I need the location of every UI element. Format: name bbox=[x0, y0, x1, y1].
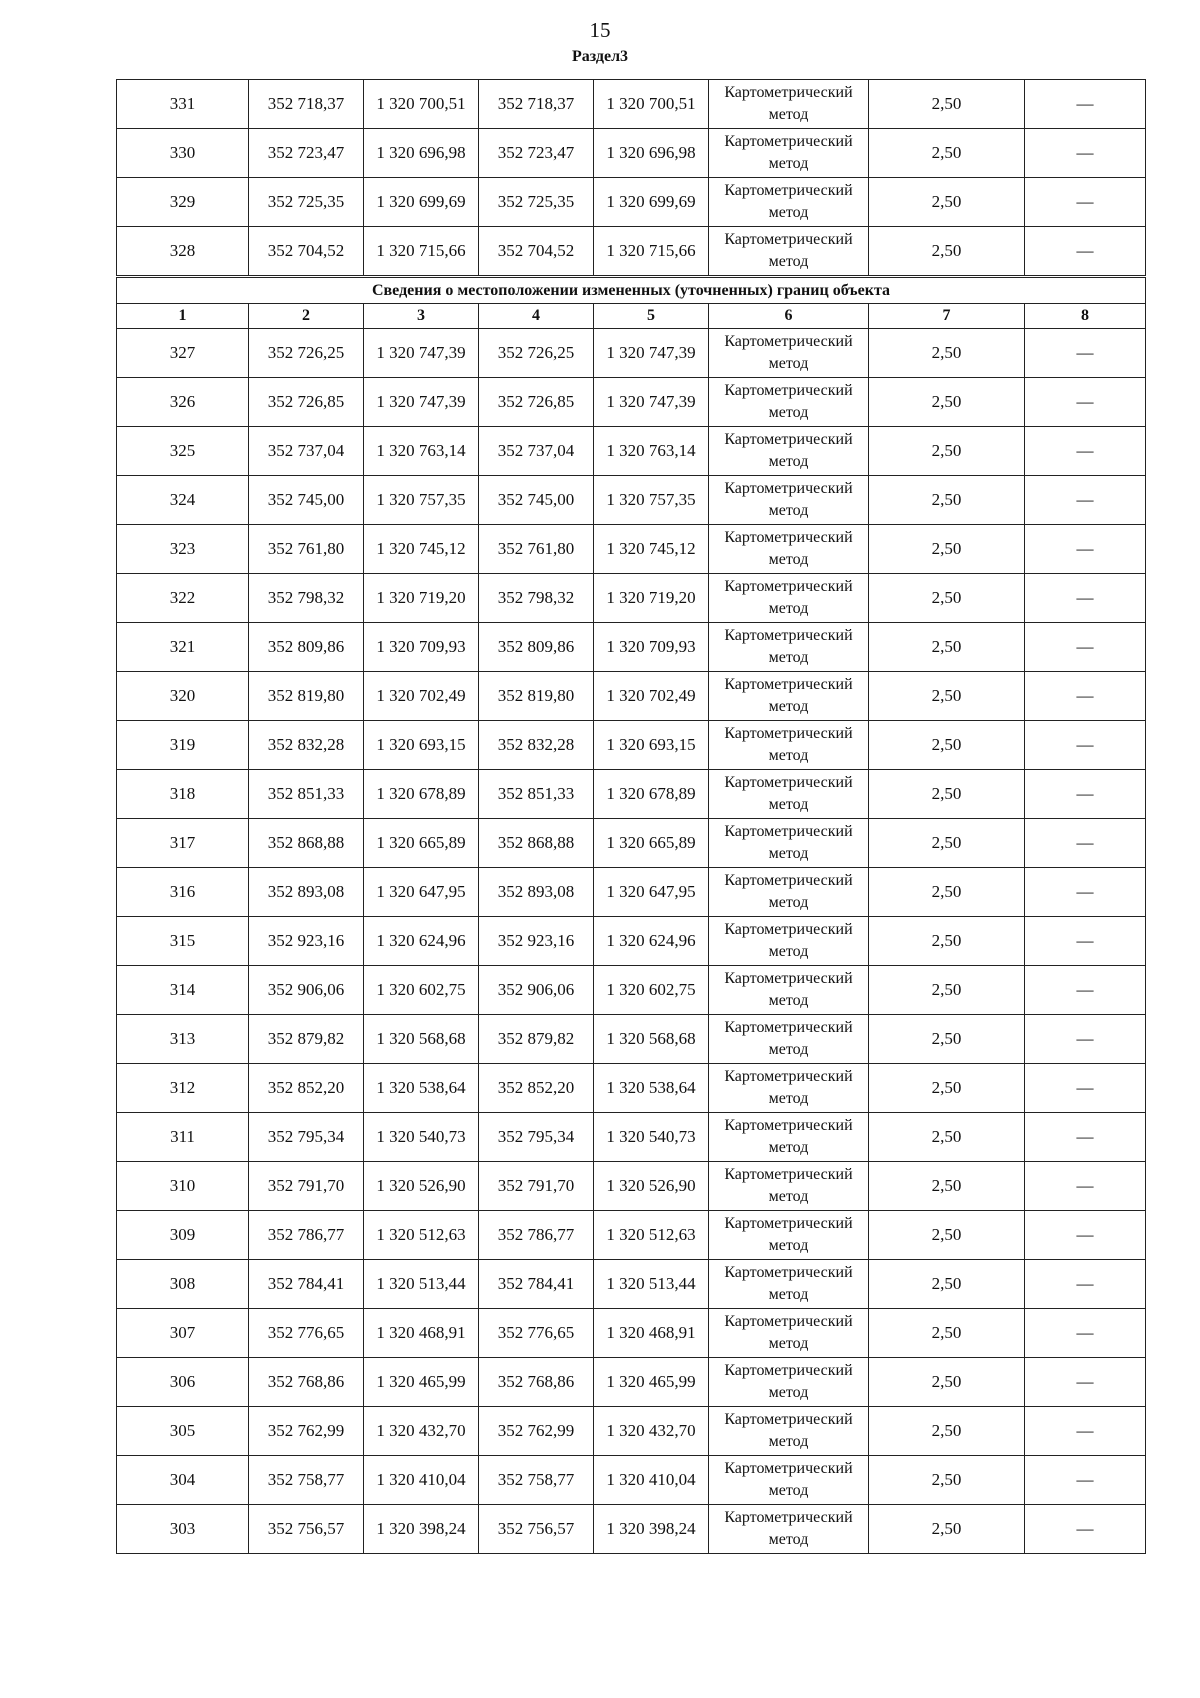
accuracy-cell: 2,50 bbox=[869, 1211, 1025, 1260]
point-description-cell: — bbox=[1025, 1358, 1146, 1407]
determination-method-cell: Картометрический метод bbox=[709, 1211, 869, 1260]
y-coordinate-existing-cell: 1 320 398,24 bbox=[364, 1505, 479, 1554]
point-description-cell: — bbox=[1025, 721, 1146, 770]
x-coordinate-existing-cell: 352 879,82 bbox=[249, 1015, 364, 1064]
point-description-cell: — bbox=[1025, 1505, 1146, 1554]
determination-method-cell: Картометрический метод bbox=[709, 227, 869, 277]
table-row bbox=[117, 1162, 1146, 1211]
table-row bbox=[117, 1064, 1146, 1113]
x-coordinate-refined-cell: 352 725,35 bbox=[479, 178, 594, 227]
column-header: 1 bbox=[117, 304, 249, 329]
x-coordinate-existing-cell: 352 776,65 bbox=[249, 1309, 364, 1358]
x-coordinate-refined-cell: 352 704,52 bbox=[479, 227, 594, 277]
x-coordinate-existing-cell: 352 893,08 bbox=[249, 868, 364, 917]
table-row bbox=[117, 770, 1146, 819]
y-coordinate-refined-cell: 1 320 763,14 bbox=[594, 427, 709, 476]
point-description-cell: — bbox=[1025, 1211, 1146, 1260]
determination-method-cell: Картометрический метод bbox=[709, 1260, 869, 1309]
accuracy-cell: 2,50 bbox=[869, 1113, 1025, 1162]
point-description-cell: — bbox=[1025, 770, 1146, 819]
y-coordinate-refined-cell: 1 320 624,96 bbox=[594, 917, 709, 966]
point-description-cell: — bbox=[1025, 868, 1146, 917]
x-coordinate-refined-cell: 352 768,86 bbox=[479, 1358, 594, 1407]
point-number-cell: 326 bbox=[117, 378, 249, 427]
accuracy-cell: 2,50 bbox=[869, 1358, 1025, 1407]
y-coordinate-existing-cell: 1 320 745,12 bbox=[364, 525, 479, 574]
y-coordinate-refined-cell: 1 320 745,12 bbox=[594, 525, 709, 574]
x-coordinate-existing-cell: 352 868,88 bbox=[249, 819, 364, 868]
y-coordinate-refined-cell: 1 320 693,15 bbox=[594, 721, 709, 770]
y-coordinate-existing-cell: 1 320 468,91 bbox=[364, 1309, 479, 1358]
point-description-cell: — bbox=[1025, 80, 1146, 129]
table-row bbox=[117, 1407, 1146, 1456]
determination-method-cell: Картометрический метод bbox=[709, 721, 869, 770]
point-number-cell: 304 bbox=[117, 1456, 249, 1505]
x-coordinate-existing-cell: 352 737,04 bbox=[249, 427, 364, 476]
y-coordinate-refined-cell: 1 320 568,68 bbox=[594, 1015, 709, 1064]
y-coordinate-refined-cell: 1 320 700,51 bbox=[594, 80, 709, 129]
y-coordinate-refined-cell: 1 320 602,75 bbox=[594, 966, 709, 1015]
accuracy-cell: 2,50 bbox=[869, 129, 1025, 178]
accuracy-cell: 2,50 bbox=[869, 1015, 1025, 1064]
accuracy-cell: 2,50 bbox=[869, 1505, 1025, 1554]
y-coordinate-refined-cell: 1 320 538,64 bbox=[594, 1064, 709, 1113]
y-coordinate-existing-cell: 1 320 465,99 bbox=[364, 1358, 479, 1407]
determination-method-cell: Картометрический метод bbox=[709, 178, 869, 227]
accuracy-cell: 2,50 bbox=[869, 966, 1025, 1015]
y-coordinate-refined-cell: 1 320 757,35 bbox=[594, 476, 709, 525]
x-coordinate-refined-cell: 352 776,65 bbox=[479, 1309, 594, 1358]
x-coordinate-existing-cell: 352 745,00 bbox=[249, 476, 364, 525]
y-coordinate-existing-cell: 1 320 763,14 bbox=[364, 427, 479, 476]
determination-method-cell: Картометрический метод bbox=[709, 1456, 869, 1505]
point-number-cell: 331 bbox=[117, 80, 249, 129]
point-number-cell: 328 bbox=[117, 227, 249, 277]
y-coordinate-refined-cell: 1 320 719,20 bbox=[594, 574, 709, 623]
rows-after-caption bbox=[117, 329, 1146, 1554]
determination-method-cell: Картометрический метод bbox=[709, 378, 869, 427]
y-coordinate-refined-cell: 1 320 702,49 bbox=[594, 672, 709, 721]
determination-method-cell: Картометрический метод bbox=[709, 329, 869, 378]
x-coordinate-refined-cell: 352 786,77 bbox=[479, 1211, 594, 1260]
y-coordinate-refined-cell: 1 320 709,93 bbox=[594, 623, 709, 672]
point-number-cell: 321 bbox=[117, 623, 249, 672]
point-number-cell: 309 bbox=[117, 1211, 249, 1260]
determination-method-cell: Картометрический метод bbox=[709, 574, 869, 623]
accuracy-cell: 2,50 bbox=[869, 525, 1025, 574]
section-caption: Сведения о местоположении измененных (уточненных) границ объекта bbox=[117, 277, 1146, 304]
y-coordinate-refined-cell: 1 320 512,63 bbox=[594, 1211, 709, 1260]
x-coordinate-refined-cell: 352 756,57 bbox=[479, 1505, 594, 1554]
x-coordinate-refined-cell: 352 758,77 bbox=[479, 1456, 594, 1505]
point-description-cell: — bbox=[1025, 966, 1146, 1015]
table-row bbox=[117, 574, 1146, 623]
table-row bbox=[117, 1211, 1146, 1260]
determination-method-cell: Картометрический метод bbox=[709, 917, 869, 966]
accuracy-cell: 2,50 bbox=[869, 574, 1025, 623]
accuracy-cell: 2,50 bbox=[869, 427, 1025, 476]
table-row bbox=[117, 672, 1146, 721]
point-description-cell: — bbox=[1025, 672, 1146, 721]
table-row bbox=[117, 378, 1146, 427]
point-description-cell: — bbox=[1025, 178, 1146, 227]
point-description-cell: — bbox=[1025, 1260, 1146, 1309]
accuracy-cell: 2,50 bbox=[869, 623, 1025, 672]
point-description-cell: — bbox=[1025, 129, 1146, 178]
table-row bbox=[117, 80, 1146, 129]
column-header: 2 bbox=[249, 304, 364, 329]
y-coordinate-existing-cell: 1 320 699,69 bbox=[364, 178, 479, 227]
y-coordinate-refined-cell: 1 320 513,44 bbox=[594, 1260, 709, 1309]
y-coordinate-refined-cell: 1 320 465,99 bbox=[594, 1358, 709, 1407]
point-number-cell: 311 bbox=[117, 1113, 249, 1162]
determination-method-cell: Картометрический метод bbox=[709, 770, 869, 819]
rows-before-caption bbox=[117, 80, 1146, 277]
y-coordinate-refined-cell: 1 320 468,91 bbox=[594, 1309, 709, 1358]
y-coordinate-refined-cell: 1 320 678,89 bbox=[594, 770, 709, 819]
x-coordinate-refined-cell: 352 851,33 bbox=[479, 770, 594, 819]
accuracy-cell: 2,50 bbox=[869, 80, 1025, 129]
determination-method-cell: Картометрический метод bbox=[709, 1358, 869, 1407]
y-coordinate-existing-cell: 1 320 747,39 bbox=[364, 378, 479, 427]
point-number-cell: 305 bbox=[117, 1407, 249, 1456]
section-caption-row bbox=[117, 277, 1146, 304]
y-coordinate-refined-cell: 1 320 410,04 bbox=[594, 1456, 709, 1505]
point-number-cell: 310 bbox=[117, 1162, 249, 1211]
y-coordinate-existing-cell: 1 320 568,68 bbox=[364, 1015, 479, 1064]
point-number-cell: 315 bbox=[117, 917, 249, 966]
table-row bbox=[117, 623, 1146, 672]
y-coordinate-existing-cell: 1 320 693,15 bbox=[364, 721, 479, 770]
point-description-cell: — bbox=[1025, 427, 1146, 476]
point-description-cell: — bbox=[1025, 1162, 1146, 1211]
point-number-cell: 303 bbox=[117, 1505, 249, 1554]
point-description-cell: — bbox=[1025, 1456, 1146, 1505]
point-number-cell: 322 bbox=[117, 574, 249, 623]
x-coordinate-existing-cell: 352 852,20 bbox=[249, 1064, 364, 1113]
point-description-cell: — bbox=[1025, 378, 1146, 427]
y-coordinate-existing-cell: 1 320 540,73 bbox=[364, 1113, 479, 1162]
y-coordinate-existing-cell: 1 320 678,89 bbox=[364, 770, 479, 819]
x-coordinate-existing-cell: 352 768,86 bbox=[249, 1358, 364, 1407]
point-description-cell: — bbox=[1025, 476, 1146, 525]
point-description-cell: — bbox=[1025, 1309, 1146, 1358]
point-number-cell: 314 bbox=[117, 966, 249, 1015]
y-coordinate-refined-cell: 1 320 696,98 bbox=[594, 129, 709, 178]
y-coordinate-existing-cell: 1 320 512,63 bbox=[364, 1211, 479, 1260]
x-coordinate-refined-cell: 352 718,37 bbox=[479, 80, 594, 129]
y-coordinate-existing-cell: 1 320 757,35 bbox=[364, 476, 479, 525]
table-row bbox=[117, 427, 1146, 476]
determination-method-cell: Картометрический метод bbox=[709, 1309, 869, 1358]
column-header: 8 bbox=[1025, 304, 1146, 329]
accuracy-cell: 2,50 bbox=[869, 819, 1025, 868]
table-row bbox=[117, 1113, 1146, 1162]
boundary-coordinates-table bbox=[116, 79, 1146, 1554]
x-coordinate-existing-cell: 352 809,86 bbox=[249, 623, 364, 672]
table-row bbox=[117, 1456, 1146, 1505]
table-row bbox=[117, 1015, 1146, 1064]
table-row bbox=[117, 227, 1146, 277]
accuracy-cell: 2,50 bbox=[869, 329, 1025, 378]
y-coordinate-refined-cell: 1 320 432,70 bbox=[594, 1407, 709, 1456]
determination-method-cell: Картометрический метод bbox=[709, 966, 869, 1015]
table-row bbox=[117, 129, 1146, 178]
accuracy-cell: 2,50 bbox=[869, 868, 1025, 917]
y-coordinate-existing-cell: 1 320 715,66 bbox=[364, 227, 479, 277]
point-description-cell: — bbox=[1025, 1015, 1146, 1064]
point-description-cell: — bbox=[1025, 1113, 1146, 1162]
determination-method-cell: Картометрический метод bbox=[709, 819, 869, 868]
x-coordinate-existing-cell: 352 786,77 bbox=[249, 1211, 364, 1260]
column-header-row bbox=[117, 304, 1146, 329]
point-number-cell: 327 bbox=[117, 329, 249, 378]
accuracy-cell: 2,50 bbox=[869, 672, 1025, 721]
point-number-cell: 316 bbox=[117, 868, 249, 917]
y-coordinate-refined-cell: 1 320 699,69 bbox=[594, 178, 709, 227]
table-row bbox=[117, 917, 1146, 966]
column-header: 4 bbox=[479, 304, 594, 329]
table-row bbox=[117, 178, 1146, 227]
determination-method-cell: Картометрический метод bbox=[709, 623, 869, 672]
x-coordinate-existing-cell: 352 795,34 bbox=[249, 1113, 364, 1162]
determination-method-cell: Картометрический метод bbox=[709, 525, 869, 574]
column-header: 6 bbox=[709, 304, 869, 329]
x-coordinate-existing-cell: 352 784,41 bbox=[249, 1260, 364, 1309]
y-coordinate-existing-cell: 1 320 700,51 bbox=[364, 80, 479, 129]
x-coordinate-existing-cell: 352 726,85 bbox=[249, 378, 364, 427]
y-coordinate-existing-cell: 1 320 410,04 bbox=[364, 1456, 479, 1505]
x-coordinate-refined-cell: 352 761,80 bbox=[479, 525, 594, 574]
table-row bbox=[117, 1358, 1146, 1407]
table-row bbox=[117, 1505, 1146, 1554]
point-number-cell: 306 bbox=[117, 1358, 249, 1407]
y-coordinate-existing-cell: 1 320 526,90 bbox=[364, 1162, 479, 1211]
y-coordinate-refined-cell: 1 320 647,95 bbox=[594, 868, 709, 917]
point-description-cell: — bbox=[1025, 574, 1146, 623]
y-coordinate-refined-cell: 1 320 398,24 bbox=[594, 1505, 709, 1554]
point-number-cell: 307 bbox=[117, 1309, 249, 1358]
x-coordinate-refined-cell: 352 923,16 bbox=[479, 917, 594, 966]
accuracy-cell: 2,50 bbox=[869, 227, 1025, 277]
x-coordinate-refined-cell: 352 791,70 bbox=[479, 1162, 594, 1211]
point-number-cell: 312 bbox=[117, 1064, 249, 1113]
y-coordinate-refined-cell: 1 320 540,73 bbox=[594, 1113, 709, 1162]
determination-method-cell: Картометрический метод bbox=[709, 672, 869, 721]
point-number-cell: 317 bbox=[117, 819, 249, 868]
determination-method-cell: Картометрический метод bbox=[709, 129, 869, 178]
x-coordinate-refined-cell: 352 868,88 bbox=[479, 819, 594, 868]
point-description-cell: — bbox=[1025, 227, 1146, 277]
determination-method-cell: Картометрический метод bbox=[709, 1015, 869, 1064]
x-coordinate-refined-cell: 352 809,86 bbox=[479, 623, 594, 672]
point-number-cell: 330 bbox=[117, 129, 249, 178]
section-title: Раздел3 bbox=[571, 48, 629, 65]
point-number-cell: 324 bbox=[117, 476, 249, 525]
point-description-cell: — bbox=[1025, 329, 1146, 378]
accuracy-cell: 2,50 bbox=[869, 770, 1025, 819]
x-coordinate-existing-cell: 352 723,47 bbox=[249, 129, 364, 178]
point-description-cell: — bbox=[1025, 1064, 1146, 1113]
x-coordinate-existing-cell: 352 725,35 bbox=[249, 178, 364, 227]
accuracy-cell: 2,50 bbox=[869, 1456, 1025, 1505]
accuracy-cell: 2,50 bbox=[869, 1064, 1025, 1113]
point-description-cell: — bbox=[1025, 623, 1146, 672]
y-coordinate-existing-cell: 1 320 709,93 bbox=[364, 623, 479, 672]
y-coordinate-existing-cell: 1 320 432,70 bbox=[364, 1407, 479, 1456]
point-description-cell: — bbox=[1025, 819, 1146, 868]
x-coordinate-refined-cell: 352 893,08 bbox=[479, 868, 594, 917]
x-coordinate-existing-cell: 352 756,57 bbox=[249, 1505, 364, 1554]
y-coordinate-refined-cell: 1 320 665,89 bbox=[594, 819, 709, 868]
x-coordinate-refined-cell: 352 762,99 bbox=[479, 1407, 594, 1456]
y-coordinate-existing-cell: 1 320 696,98 bbox=[364, 129, 479, 178]
determination-method-cell: Картометрический метод bbox=[709, 1505, 869, 1554]
table-row bbox=[117, 819, 1146, 868]
y-coordinate-existing-cell: 1 320 602,75 bbox=[364, 966, 479, 1015]
y-coordinate-existing-cell: 1 320 747,39 bbox=[364, 329, 479, 378]
y-coordinate-existing-cell: 1 320 538,64 bbox=[364, 1064, 479, 1113]
x-coordinate-existing-cell: 352 819,80 bbox=[249, 672, 364, 721]
page-number: 15 bbox=[589, 18, 611, 42]
point-number-cell: 323 bbox=[117, 525, 249, 574]
x-coordinate-refined-cell: 352 737,04 bbox=[479, 427, 594, 476]
x-coordinate-existing-cell: 352 726,25 bbox=[249, 329, 364, 378]
x-coordinate-existing-cell: 352 798,32 bbox=[249, 574, 364, 623]
determination-method-cell: Картометрический метод bbox=[709, 1064, 869, 1113]
x-coordinate-refined-cell: 352 726,25 bbox=[479, 329, 594, 378]
x-coordinate-refined-cell: 352 745,00 bbox=[479, 476, 594, 525]
accuracy-cell: 2,50 bbox=[869, 721, 1025, 770]
point-description-cell: — bbox=[1025, 525, 1146, 574]
accuracy-cell: 2,50 bbox=[869, 917, 1025, 966]
accuracy-cell: 2,50 bbox=[869, 1309, 1025, 1358]
determination-method-cell: Картометрический метод bbox=[709, 1113, 869, 1162]
y-coordinate-existing-cell: 1 320 513,44 bbox=[364, 1260, 479, 1309]
x-coordinate-existing-cell: 352 758,77 bbox=[249, 1456, 364, 1505]
point-number-cell: 318 bbox=[117, 770, 249, 819]
y-coordinate-existing-cell: 1 320 665,89 bbox=[364, 819, 479, 868]
point-number-cell: 329 bbox=[117, 178, 249, 227]
accuracy-cell: 2,50 bbox=[869, 378, 1025, 427]
determination-method-cell: Картометрический метод bbox=[709, 1407, 869, 1456]
column-header: 3 bbox=[364, 304, 479, 329]
x-coordinate-refined-cell: 352 852,20 bbox=[479, 1064, 594, 1113]
x-coordinate-refined-cell: 352 819,80 bbox=[479, 672, 594, 721]
x-coordinate-existing-cell: 352 704,52 bbox=[249, 227, 364, 277]
accuracy-cell: 2,50 bbox=[869, 178, 1025, 227]
y-coordinate-existing-cell: 1 320 647,95 bbox=[364, 868, 479, 917]
x-coordinate-refined-cell: 352 795,34 bbox=[479, 1113, 594, 1162]
accuracy-cell: 2,50 bbox=[869, 476, 1025, 525]
x-coordinate-existing-cell: 352 761,80 bbox=[249, 525, 364, 574]
y-coordinate-refined-cell: 1 320 715,66 bbox=[594, 227, 709, 277]
point-number-cell: 319 bbox=[117, 721, 249, 770]
point-number-cell: 320 bbox=[117, 672, 249, 721]
table-row bbox=[117, 1260, 1146, 1309]
x-coordinate-existing-cell: 352 906,06 bbox=[249, 966, 364, 1015]
x-coordinate-existing-cell: 352 791,70 bbox=[249, 1162, 364, 1211]
x-coordinate-refined-cell: 352 798,32 bbox=[479, 574, 594, 623]
y-coordinate-existing-cell: 1 320 624,96 bbox=[364, 917, 479, 966]
table-row bbox=[117, 966, 1146, 1015]
point-number-cell: 325 bbox=[117, 427, 249, 476]
x-coordinate-refined-cell: 352 832,28 bbox=[479, 721, 594, 770]
x-coordinate-refined-cell: 352 906,06 bbox=[479, 966, 594, 1015]
x-coordinate-refined-cell: 352 726,85 bbox=[479, 378, 594, 427]
y-coordinate-existing-cell: 1 320 719,20 bbox=[364, 574, 479, 623]
y-coordinate-existing-cell: 1 320 702,49 bbox=[364, 672, 479, 721]
accuracy-cell: 2,50 bbox=[869, 1260, 1025, 1309]
table-row bbox=[117, 525, 1146, 574]
point-description-cell: — bbox=[1025, 917, 1146, 966]
x-coordinate-refined-cell: 352 723,47 bbox=[479, 129, 594, 178]
point-description-cell: — bbox=[1025, 1407, 1146, 1456]
point-number-cell: 313 bbox=[117, 1015, 249, 1064]
determination-method-cell: Картометрический метод bbox=[709, 427, 869, 476]
x-coordinate-existing-cell: 352 718,37 bbox=[249, 80, 364, 129]
column-header: 7 bbox=[869, 304, 1025, 329]
y-coordinate-refined-cell: 1 320 747,39 bbox=[594, 378, 709, 427]
x-coordinate-existing-cell: 352 923,16 bbox=[249, 917, 364, 966]
table-row bbox=[117, 868, 1146, 917]
y-coordinate-refined-cell: 1 320 526,90 bbox=[594, 1162, 709, 1211]
x-coordinate-existing-cell: 352 851,33 bbox=[249, 770, 364, 819]
determination-method-cell: Картометрический метод bbox=[709, 476, 869, 525]
accuracy-cell: 2,50 bbox=[869, 1162, 1025, 1211]
table-row bbox=[117, 1309, 1146, 1358]
y-coordinate-refined-cell: 1 320 747,39 bbox=[594, 329, 709, 378]
point-number-cell: 308 bbox=[117, 1260, 249, 1309]
determination-method-cell: Картометрический метод bbox=[709, 80, 869, 129]
x-coordinate-refined-cell: 352 784,41 bbox=[479, 1260, 594, 1309]
x-coordinate-existing-cell: 352 762,99 bbox=[249, 1407, 364, 1456]
column-header: 5 bbox=[594, 304, 709, 329]
determination-method-cell: Картометрический метод bbox=[709, 868, 869, 917]
x-coordinate-refined-cell: 352 879,82 bbox=[479, 1015, 594, 1064]
x-coordinate-existing-cell: 352 832,28 bbox=[249, 721, 364, 770]
caption-section bbox=[117, 277, 1146, 329]
accuracy-cell: 2,50 bbox=[869, 1407, 1025, 1456]
table-row bbox=[117, 329, 1146, 378]
table-row bbox=[117, 476, 1146, 525]
table-row bbox=[117, 721, 1146, 770]
determination-method-cell: Картометрический метод bbox=[709, 1162, 869, 1211]
